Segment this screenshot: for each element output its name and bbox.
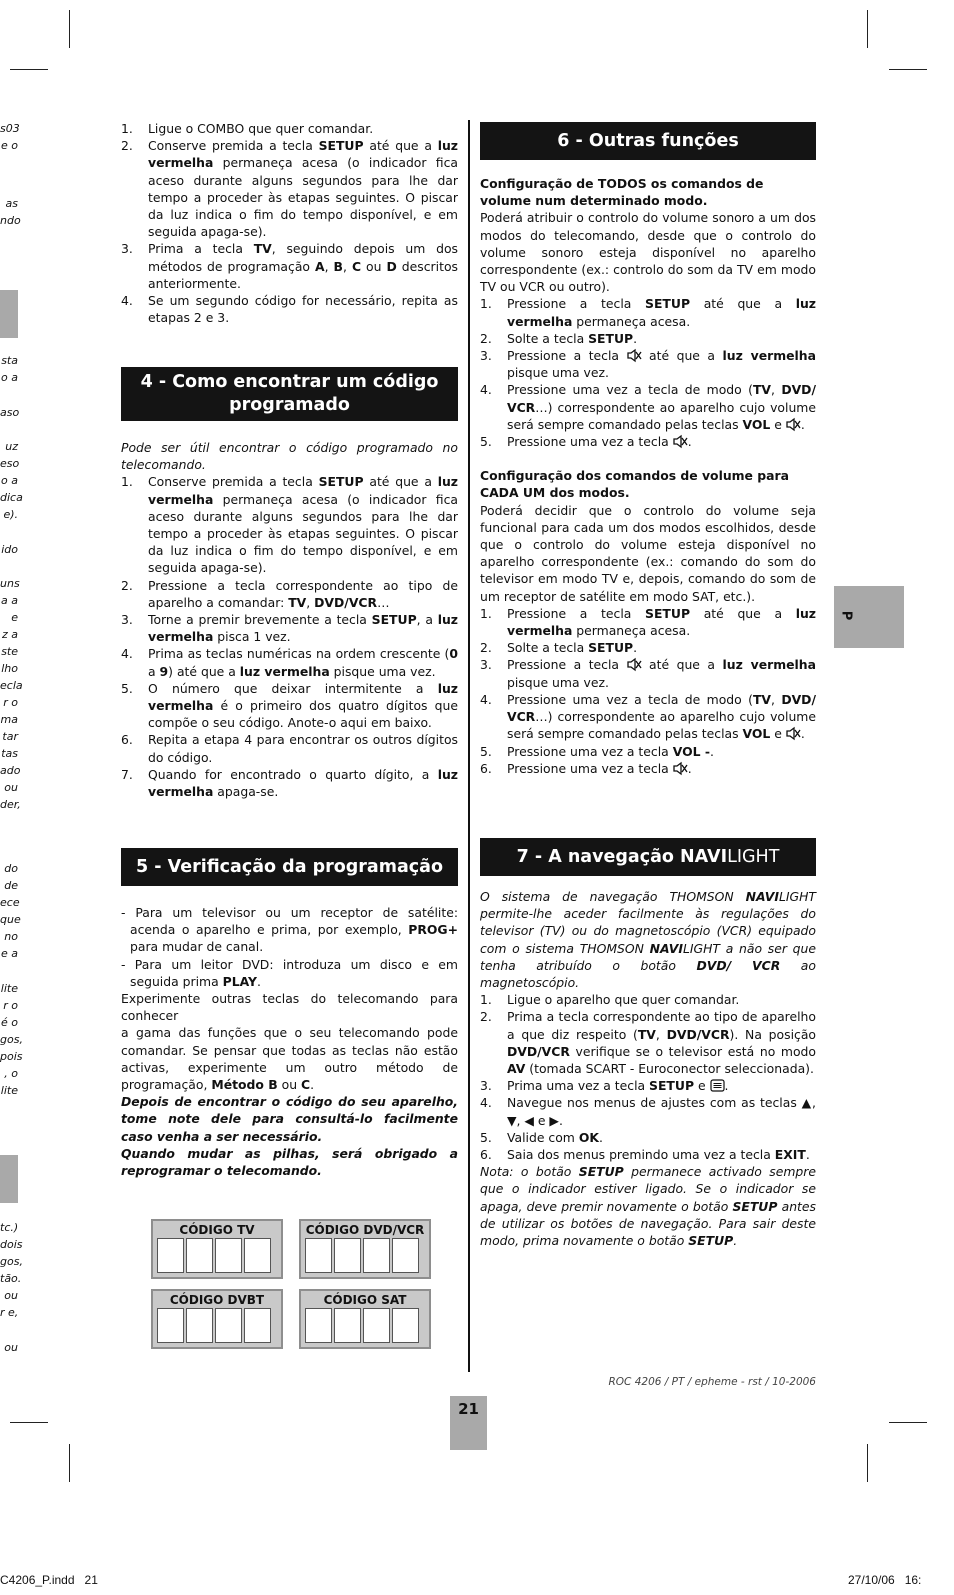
section-4-steps bbox=[121, 473, 458, 800]
digit-cell bbox=[186, 1238, 213, 1273]
section-5-p3: Depois de encontrar o código do seu aparelho, tome note dele para consultá-lo facilmente caso venha a ser necessário. bbox=[121, 1094, 458, 1144]
code-box-tv bbox=[151, 1219, 283, 1279]
step-item: 4. Prima as teclas numéricas na ordem crescente (0 a 9) até que a luz vermelha pisque uma vez. bbox=[121, 646, 458, 679]
step-number: 1. bbox=[121, 474, 133, 490]
section-5-header bbox=[121, 848, 458, 886]
section-4-intro: Pode ser útil encontrar o código programado no telecomando. bbox=[121, 440, 458, 473]
section-5-p2: a gama das funções que o seu telecomando pode comandar. Se pensar que todas as teclas não estão activas, experimente um outro método de programação, Método B ou C. bbox=[121, 1025, 458, 1093]
fragment-text: uns bbox=[0, 577, 20, 590]
fragment-text: as bbox=[5, 197, 18, 210]
fragment-text: ste bbox=[1, 645, 18, 658]
step-item: 4. Pressione uma vez a tecla de modo (TV, DVD/ VCR…) correspondente ao aparelho cujo volume será sempre comandado pelas teclas VOL e . bbox=[480, 691, 816, 742]
code-box-label: CÓDIGO TV bbox=[179, 1223, 255, 1237]
digit-cell bbox=[305, 1238, 332, 1273]
subheading-all-modes: Configuração de TODOS os comandos de volume num determinado modo. bbox=[480, 176, 764, 209]
fragment-text: aso bbox=[0, 406, 20, 419]
fragment-text: dois bbox=[0, 1238, 23, 1251]
fragment-text: ecla bbox=[0, 679, 23, 692]
fragment-text: ma bbox=[0, 713, 18, 726]
digit-cell bbox=[363, 1308, 390, 1343]
previous-page-tab bbox=[0, 1155, 18, 1203]
section-4-header bbox=[121, 367, 458, 421]
step-number: 5. bbox=[480, 434, 492, 450]
fragment-text: o a bbox=[1, 371, 18, 384]
step-number: 4. bbox=[121, 646, 133, 662]
step-number: 2. bbox=[480, 1009, 492, 1025]
step-number: 4. bbox=[480, 691, 492, 707]
step-item: 5. O número que deixar intermitente a luz vermelha é o primeiro dos quatro dígitos que compõe o seu código. Anote-o aqui em baixo. bbox=[121, 680, 458, 731]
mute-icon bbox=[786, 418, 801, 431]
sub2-steps bbox=[480, 605, 816, 777]
section-5-p1: Experimente outras teclas do telecomando para conhecer bbox=[121, 991, 458, 1024]
crop-mark bbox=[867, 10, 868, 48]
step-item: 1. Pressione a tecla SETUP até que a luz vermelha permaneça acesa. bbox=[480, 605, 816, 639]
fragment-text: gos, bbox=[0, 1033, 23, 1046]
section-7-header bbox=[480, 838, 816, 876]
digit-cell bbox=[392, 1238, 419, 1273]
fragment-text: de bbox=[4, 879, 18, 892]
fragment-text: e). bbox=[3, 508, 18, 521]
fragment-text: , o bbox=[4, 1067, 18, 1080]
page-number-box bbox=[450, 1396, 487, 1450]
digit-cell bbox=[244, 1308, 271, 1343]
digit-cell bbox=[215, 1308, 242, 1343]
fragment-text: ido bbox=[1, 543, 18, 556]
fragment-text: ece bbox=[0, 896, 20, 909]
fragment-text: lite bbox=[0, 982, 18, 995]
fragment-text: r o bbox=[3, 696, 18, 709]
step-item: 1. Conserve premida a tecla SETUP até que a luz vermelha permaneça acesa (o indicador fica aceso durante alguns segundos para lhe dar tempo a proceder às etapas seguintes. O piscar da luz indica o fim do tempo disponível, e em seguida apaga-se). bbox=[121, 474, 459, 576]
fragment-text: que bbox=[0, 913, 21, 926]
digit-cell bbox=[305, 1308, 332, 1343]
code-box-label: CÓDIGO DVD/VCR bbox=[305, 1223, 425, 1237]
fragment-text: uz bbox=[5, 440, 18, 453]
step-item: 2. Pressione a tecla correspondente ao tipo de aparelho a comandar: TV, DVD/VCR… bbox=[121, 577, 458, 610]
sub1-steps bbox=[480, 295, 816, 450]
fragment-text: ou bbox=[4, 781, 18, 794]
crop-mark bbox=[10, 1422, 48, 1423]
fragment-text: tão. bbox=[0, 1272, 22, 1285]
mute-icon bbox=[627, 658, 642, 671]
step-number: 4. bbox=[121, 293, 133, 309]
step-item: 3. Pressione a tecla até que a luz vermelha pisque uma vez. bbox=[480, 657, 816, 690]
footer-reference: ROC 4206 / PT / epheme - rst / 10-2006 bbox=[608, 1376, 816, 1388]
page-number: 21 bbox=[458, 1400, 479, 1418]
step-item: 3. Prima a tecla TV, seguindo depois um dos métodos de programação A, B, C ou D descritos anteriormente. bbox=[121, 241, 458, 291]
step-number: 2. bbox=[121, 577, 133, 593]
crop-mark bbox=[69, 1444, 70, 1482]
step-item: 5. Pressione uma vez a tecla VOL -. bbox=[480, 743, 714, 759]
step-number: 3. bbox=[121, 241, 133, 257]
fragment-text: z a bbox=[1, 628, 18, 641]
fragment-text: dica bbox=[0, 491, 23, 504]
fragment-text: é o bbox=[1, 1016, 18, 1029]
step-item: 2. Solte a tecla SETUP. bbox=[480, 640, 638, 656]
section-7-body bbox=[480, 888, 816, 1249]
menu-icon bbox=[710, 1079, 725, 1092]
fragment-text: lite bbox=[0, 1084, 18, 1097]
step-item: 1. Ligue o COMBO que quer comandar. bbox=[121, 121, 374, 136]
fragment-text: der, bbox=[0, 798, 21, 811]
fragment-text: sta bbox=[1, 354, 18, 367]
step-number: 5. bbox=[121, 680, 133, 696]
step-item: 6. Repita a etapa 4 para encontrar os outros dígitos do código. bbox=[121, 732, 458, 765]
step-number: 2. bbox=[480, 330, 492, 346]
step-item: 1. Pressione a tecla SETUP até que a luz vermelha permaneça acesa. bbox=[480, 296, 816, 329]
step-item: 3. Pressione a tecla até que a luz vermelha pisque uma vez. bbox=[480, 348, 816, 381]
code-box-dvbt bbox=[151, 1289, 283, 1349]
section-4-body bbox=[121, 439, 458, 800]
section-7-note: Nota: o botão SETUP permanece activado sempre que o indicador estiver ligado. Se o indicador se apaga, deve premir novamente o botão SETUP antes de utilizar os botões de navegação. Para sair deste modo, prima novamente o botão SETUP. bbox=[480, 1164, 816, 1249]
mute-icon bbox=[627, 349, 642, 362]
mute-icon bbox=[673, 762, 688, 775]
step-number: 1. bbox=[121, 121, 133, 136]
fragment-text: ou bbox=[4, 1341, 18, 1354]
digit-cell bbox=[392, 1308, 419, 1343]
step-number: 2. bbox=[121, 138, 133, 154]
fragment-text: ou bbox=[4, 1289, 18, 1302]
step-number: 1. bbox=[480, 992, 492, 1008]
step-item: 6. Pressione uma vez a tecla . bbox=[480, 760, 692, 776]
step-number: 1. bbox=[480, 605, 492, 621]
sub1-text: Poderá atribuir o controlo do volume sonoro a um dos modos do telecomando, desde que o controlo do volume sonoro esteja disponível no aparelho correspondente (ex.: controlo do som da TV em modo TV ou VCR ou outro). bbox=[480, 210, 816, 295]
section-7-title-bold: 7 - A navegação NAVI bbox=[516, 846, 728, 867]
crop-mark bbox=[889, 69, 927, 70]
step-number: 3. bbox=[121, 612, 133, 628]
left-column-top bbox=[121, 120, 458, 326]
section-5-bullets bbox=[121, 904, 458, 990]
code-box-sat bbox=[299, 1289, 431, 1349]
section-4-title-line2: programado bbox=[229, 395, 350, 415]
step-item: 2. Solte a tecla SETUP. bbox=[480, 330, 638, 346]
digit-cell bbox=[363, 1238, 390, 1273]
step-number: 6. bbox=[121, 732, 133, 748]
bullet-item: - Para um televisor ou um receptor de satélite: acenda o aparelho e prima, por exemplo, PROG+ para mudar de canal. bbox=[121, 905, 458, 955]
code-box-dvd-vcr bbox=[299, 1219, 431, 1279]
fragment-text: lho bbox=[1, 662, 18, 675]
step-item: 6. Saia dos menus premindo uma vez a tecla EXIT. bbox=[480, 1147, 810, 1163]
fragment-text: r e, bbox=[0, 1306, 19, 1319]
digit-cell bbox=[244, 1238, 271, 1273]
fragment-text: pois bbox=[0, 1050, 23, 1063]
step-item: 2. Prima a tecla correspondente ao tipo de aparelho a que diz respeito (TV, DVD/VCR). Na posição DVD/VCR verifique se o televisor está no modo AV (tomada SCART - Euroconector seleccionada). bbox=[480, 1009, 816, 1077]
mute-icon bbox=[786, 727, 801, 740]
digit-cell bbox=[215, 1238, 242, 1273]
fragment-text: do bbox=[4, 862, 18, 875]
column-divider bbox=[468, 120, 470, 1372]
fragment-text: tc.) bbox=[0, 1221, 19, 1234]
crop-mark bbox=[889, 1422, 927, 1423]
fragment-text: e o bbox=[1, 139, 18, 152]
crop-mark bbox=[867, 1444, 868, 1482]
fragment-text: r o bbox=[3, 999, 18, 1012]
step-item: 2. Conserve premida a tecla SETUP até que a luz vermelha permaneça acesa (o indicador fica aceso durante alguns segundos para lhe dar tempo a proceder às etapas seguintes. O piscar da luz indica o fim do tempo disponível, e em seguida apaga-se). bbox=[121, 138, 459, 240]
digit-cell bbox=[334, 1238, 361, 1273]
section-7-intro: O sistema de navegação THOMSON NAVILIGHT permite-lhe aceder facilmente às regulações do televisor (TV) ou do magnetoscópio (VCR) equipado com o sistema THOMSON NAVILIGHT a não ser que tenha atribuído o botão DVD/ VCR ao magnetoscópio. bbox=[480, 889, 816, 991]
fragment-text: eso bbox=[0, 457, 20, 470]
subheading-each-mode: Configuração dos comandos de volume para CADA UM dos modos. bbox=[480, 468, 789, 501]
section-5-title: 5 - Verificação da programação bbox=[136, 856, 443, 877]
fragment-text: tas bbox=[1, 747, 18, 760]
step-number: 6. bbox=[480, 760, 492, 776]
step-number: 3. bbox=[480, 657, 492, 673]
code-box-label: CÓDIGO SAT bbox=[323, 1293, 407, 1307]
code-box-label: CÓDIGO DVBT bbox=[169, 1293, 265, 1307]
section-5-p4: Quando mudar as pilhas, será obrigado a reprogramar o telecomando. bbox=[121, 1145, 458, 1179]
step-number: 7. bbox=[121, 766, 133, 782]
fragment-text: o a bbox=[1, 474, 18, 487]
sub2-text: Poderá decidir que o controlo do volume seja funcional para cada um dos modos escolhidos, desde que o controlo do volume esteja disponível no aparelho correspondente (ex.: comando do som do televisor em modo TV e, depois, comando do som de um receptor de satélite em modo SAT, etc.). bbox=[480, 502, 816, 604]
slug-date: 27/10/06 16: bbox=[848, 1573, 922, 1587]
step-item: 1. Ligue o aparelho que quer comandar. bbox=[480, 992, 740, 1008]
section-4-title-line1: 4 - Como encontrar um código bbox=[140, 372, 439, 392]
steps-list bbox=[121, 120, 458, 326]
digit-cell bbox=[157, 1238, 184, 1273]
crop-mark bbox=[10, 69, 48, 70]
step-item: 5. Valide com OK. bbox=[480, 1129, 603, 1145]
step-number: 5. bbox=[480, 1129, 492, 1145]
fragment-text: ado bbox=[0, 764, 21, 777]
fragment-text: gos, bbox=[0, 1255, 23, 1268]
step-number: 6. bbox=[480, 1147, 492, 1163]
digit-cell bbox=[186, 1308, 213, 1343]
language-tab bbox=[834, 586, 904, 648]
step-item: 5. Pressione uma vez a tecla . bbox=[480, 434, 692, 450]
step-number: 3. bbox=[480, 348, 492, 364]
section-6-title: 6 - Outras funções bbox=[557, 130, 739, 151]
step-number: 4. bbox=[480, 1095, 492, 1111]
fragment-text: a a bbox=[1, 594, 18, 607]
step-number: 1. bbox=[480, 296, 492, 312]
section-7-steps bbox=[480, 991, 816, 1163]
fragment-text: e bbox=[11, 611, 18, 624]
step-item: 4. Navegue nos menus de ajustes com as teclas ▲, ▼, ◀ e ▶. bbox=[480, 1095, 816, 1128]
section-5-body bbox=[121, 904, 458, 1179]
step-number: 5. bbox=[480, 743, 492, 759]
fragment-text: no bbox=[4, 930, 18, 943]
fragment-text: e a bbox=[0, 947, 18, 960]
language-tab-label: P bbox=[838, 610, 854, 621]
step-item: 4. Pressione uma vez a tecla de modo (TV, DVD/ VCR…) correspondente ao aparelho cujo volume será sempre comandado pelas teclas VOL e . bbox=[480, 382, 816, 432]
fragment-text: tar bbox=[2, 730, 18, 743]
fragment-text: ndo bbox=[0, 214, 21, 227]
previous-page-tab bbox=[0, 290, 18, 338]
digit-cell bbox=[334, 1308, 361, 1343]
section-7-title-light: LIGHT bbox=[727, 846, 780, 867]
slug-filename: C4206_P.indd 21 bbox=[0, 1573, 98, 1587]
step-item: 4. Se um segundo código for necessário, repita as etapas 2 e 3. bbox=[121, 293, 458, 326]
step-number: 2. bbox=[480, 640, 492, 656]
mute-icon bbox=[673, 435, 688, 448]
step-number: 3. bbox=[480, 1078, 492, 1094]
crop-mark bbox=[69, 10, 70, 48]
step-item: 7. Quando for encontrado o quarto dígito, a luz vermelha apaga-se. bbox=[121, 766, 458, 800]
step-item: 3. Prima uma vez a tecla SETUP e . bbox=[480, 1078, 729, 1094]
step-number: 4. bbox=[480, 382, 492, 398]
bullet-item: - Para um leitor DVD: introduza um disco e em seguida prima PLAY. bbox=[121, 956, 458, 989]
digit-cell bbox=[157, 1308, 184, 1343]
section-6-header bbox=[480, 122, 816, 160]
section-6-body bbox=[480, 175, 816, 777]
step-item: 3. Torne a premir brevemente a tecla SETUP, a luz vermelha pisca 1 vez. bbox=[121, 612, 458, 645]
fragment-text: s03 bbox=[0, 122, 20, 135]
